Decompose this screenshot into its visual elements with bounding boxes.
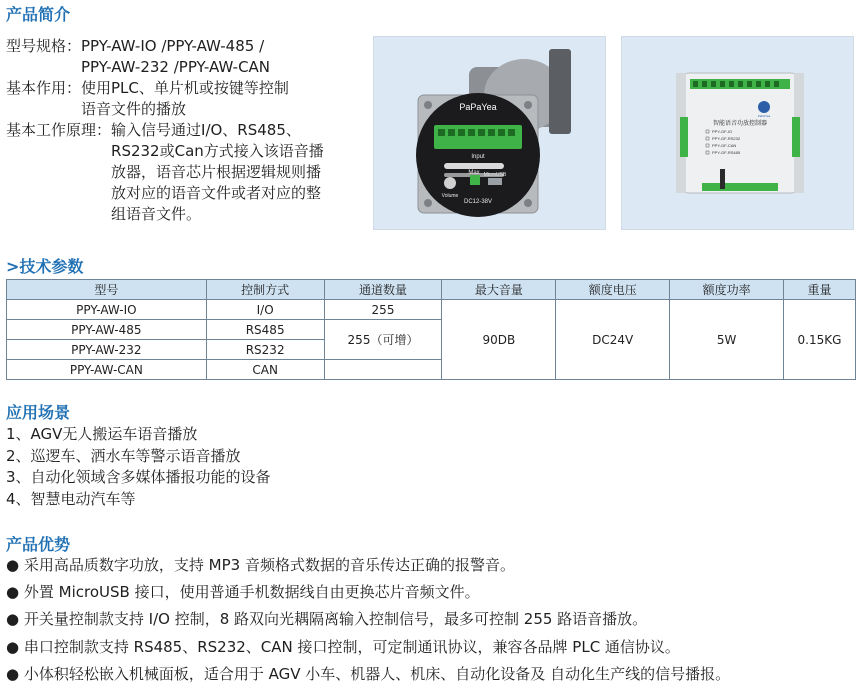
tech-params-table — [6, 279, 856, 380]
table-row — [7, 300, 856, 320]
cell-model: PPY-AW-CAN — [7, 360, 207, 380]
bullet-icon: ● — [6, 556, 20, 574]
specs-title: >技术参数 — [6, 257, 84, 276]
table-header-row — [7, 280, 856, 300]
cell-control: RS485 — [206, 320, 324, 340]
principle-spec — [6, 120, 362, 225]
cell-weight: 0.15KG — [784, 300, 856, 380]
principle-line: 放器，语音芯片根据逻辑规则播 — [111, 163, 322, 181]
function-label: 基本作用： — [6, 79, 82, 97]
header-power: 额度功率 — [670, 280, 784, 300]
list-item: ● 开关量控制款支持 I/O 控制，8 路双向光耦隔离输入控制信号，最多可控制 255 路语音播放。 — [6, 610, 648, 629]
list-item: ● 外置 MicroUSB 接口，使用普通手机数据线自由更换芯片音频文件。 — [6, 583, 480, 602]
advantages-title: 产品优势 — [6, 535, 71, 554]
model-line: PPY-AW-IO /PPY-AW-485 / — [81, 37, 265, 55]
principle-line: 组语音文件。 — [111, 205, 202, 223]
intro-title: 产品简介 — [6, 5, 71, 24]
cell-power: 5W — [670, 300, 784, 380]
product-photo-controller — [621, 36, 854, 230]
bullet-icon: ● — [6, 583, 20, 602]
input-label: Input — [471, 154, 485, 160]
box-option-can: PPY-GF-CAN — [712, 143, 737, 148]
header-voltage: 额度电压 — [556, 280, 670, 300]
cell-model: PPY-AW-485 — [7, 320, 207, 340]
cell-channels: 255（可增） — [324, 320, 442, 360]
cell-control: RS232 — [206, 340, 324, 360]
bullet-icon: ● — [6, 610, 20, 629]
list-item: ● 串口控制款支持 RS485、RS232、CAN 接口控制，可定制通讯协议，兼容各品牌 PLC 通信协议。 — [6, 637, 680, 656]
cell-voltage: DC24V — [556, 300, 670, 380]
speaker-module-illustration — [374, 37, 606, 230]
cell-control: I/O — [206, 300, 324, 320]
header-channels: 通道数量 — [324, 280, 442, 300]
model-label: 型号规格： — [6, 37, 82, 55]
box-title-label: 智能语音功放控制器 — [712, 120, 768, 127]
cell-channels: 255 — [324, 300, 442, 320]
max-label: Max — [468, 170, 480, 176]
header-model: 型号 — [7, 280, 207, 300]
function-line: 语音文件的播放 — [81, 100, 187, 118]
box-option-io: PPY-GF-IO — [712, 129, 733, 134]
product-photo-speaker — [373, 36, 606, 230]
box-option-485: PPY-GF-RS485 — [712, 150, 741, 155]
list-item: 1、AGV无人搬运车语音播放 — [6, 425, 198, 443]
list-item: 3、自动化领域含多媒体播报功能的设备 — [6, 468, 271, 486]
header-weight: 重量 — [784, 280, 856, 300]
principle-line: 输入信号通过I/O、RS485、 — [111, 121, 301, 139]
function-spec — [6, 78, 362, 120]
list-item: 4、智慧电动汽车等 — [6, 489, 136, 508]
list-item: ● 采用高品质数字功放，支持 MP3 音频格式数据的音乐传达正确的报警音。 — [6, 556, 515, 574]
cell-channels-empty — [324, 360, 442, 380]
brand-label: PaPaYea — [459, 102, 497, 112]
voltage-label: DC12-38V — [463, 199, 493, 205]
model-line: PPY-AW-232 /PPY-AW-CAN — [81, 58, 271, 76]
advantages-list — [6, 552, 730, 688]
controller-box-illustration — [622, 37, 854, 230]
function-line: 使用PLC、单片机或按键等控制 — [81, 79, 289, 97]
scenes-title: 应用场景 — [6, 403, 71, 422]
list-item: ● 小体积轻松嵌入机械面板，适合用于 AGV 小车、机器人、机床、自动化设备及 自动化生产线的信号播报。 — [6, 664, 731, 683]
bullet-icon: ● — [6, 637, 20, 656]
volume-label: Volume — [441, 193, 459, 199]
principle-line: RS232或Can方式接入该语音播 — [111, 142, 324, 160]
intro-specs — [6, 36, 362, 225]
principle-label: 基本工作原理： — [6, 121, 112, 139]
model-spec — [6, 36, 362, 78]
cell-max-volume: 90DB — [442, 300, 556, 380]
scenes-list — [6, 424, 271, 510]
cell-model: PPY-AW-IO — [7, 300, 207, 320]
box-option-232: PPY-GF-RS232 — [712, 136, 741, 141]
header-max-volume: 最大音量 — [442, 280, 556, 300]
bullet-icon: ● — [6, 664, 20, 683]
cell-model: PPY-AW-232 — [7, 340, 207, 360]
header-control: 控制方式 — [206, 280, 324, 300]
usb-label: MicroUSB — [483, 172, 507, 178]
cell-control: CAN — [206, 360, 324, 380]
list-item: 2、巡逻车、洒水车等警示语音播放 — [6, 446, 241, 465]
box-logo-label: PaPaYea — [757, 114, 771, 118]
principle-line: 放对应的语音文件或者对应的整 — [111, 184, 322, 202]
